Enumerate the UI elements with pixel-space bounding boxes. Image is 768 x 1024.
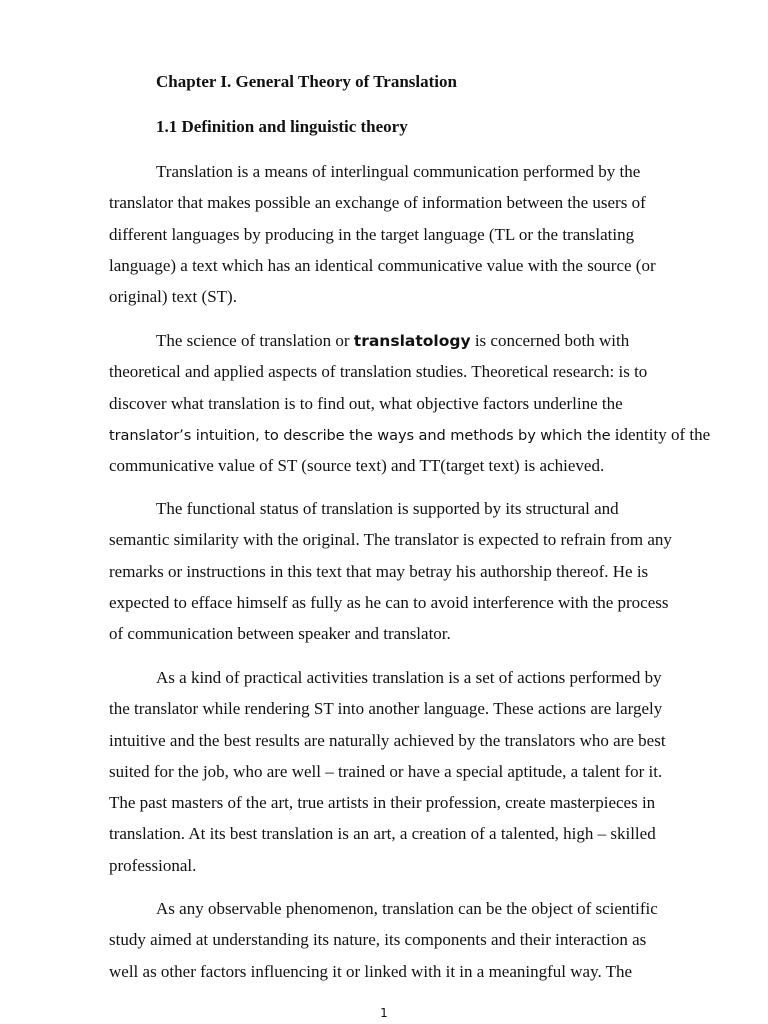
paragraph-text: is concerned both with	[470, 331, 630, 350]
paragraph-line: intuitive and the best results are naturally achieved by the translators who are best	[109, 730, 666, 750]
paragraph-line: translation. At its best translation is an art, a creation of a talented, high – skilled	[109, 824, 656, 844]
paragraph-functional-status	[109, 493, 719, 649]
paragraph-scientific-study	[109, 893, 719, 987]
paragraph-line: Translation is a means of interlingual communication performed by the	[156, 162, 641, 181]
paragraph-line: professional.	[109, 855, 197, 875]
term-translatology: translatology	[353, 332, 471, 350]
paragraph-line: communicative value of ST (source text) and TT(target text) is achieved.	[109, 456, 605, 476]
paragraph-translatology	[109, 325, 719, 481]
paragraph-line: suited for the job, who are well – trained or have a special aptitude, a talent for it.	[109, 761, 663, 781]
paragraph-line	[109, 419, 719, 450]
paragraph-line: The past masters of the art, true artists in their profession, create masterpieces in	[109, 793, 656, 813]
chapter-title: Chapter I. General Theory of Translation	[156, 72, 457, 91]
paragraph-line	[109, 325, 719, 356]
paragraph-line: discover what translation is to find out, what objective factors underline the	[109, 393, 623, 413]
paragraph-line: well as other factors influencing it or linked with it in a meaningful way. The	[109, 961, 633, 981]
paragraph-line: the translator while rendering ST into another language. These actions are largely	[109, 699, 663, 719]
paragraph-line: theoretical and applied aspects of translation studies. Theoretical research: is to	[109, 362, 648, 382]
paragraph-line: The functional status of translation is supported by its structural and	[156, 499, 619, 518]
paragraph-practical-activities	[109, 662, 719, 881]
paragraph-line: of communication between speaker and translator.	[109, 624, 451, 644]
paragraph-text: The science of translation or	[156, 331, 354, 350]
page-number: 1	[380, 1006, 388, 1020]
paragraph-line: expected to efface himself as fully as he can to avoid interference with the process	[109, 592, 669, 612]
paragraph-line: As a kind of practical activities translation is a set of actions performed by	[156, 668, 662, 687]
sans-serif-phrase: translator’s intuition, to describe the ways and methods by which the	[109, 426, 611, 444]
paragraph-line: remarks or instructions in this text that may betray his authorship thereof. He is	[109, 561, 649, 581]
paragraph-line: original) text (ST).	[109, 287, 237, 307]
paragraph-line: language) a text which has an identical communicative value with the source (or	[109, 255, 656, 275]
paragraph-translation-definition	[109, 156, 719, 312]
paragraph-line: different languages by producing in the target language (TL or the translating	[109, 224, 635, 244]
paragraph-text: identity of the	[610, 424, 711, 444]
paragraph-line: translator that makes possible an exchange of information between the users of	[109, 193, 646, 213]
paragraph-line: As any observable phenomenon, translation can be the object of scientific	[156, 899, 658, 918]
section-title: 1.1 Definition and linguistic theory	[156, 117, 408, 136]
paragraph-line: semantic similarity with the original. The translator is expected to refrain from any	[109, 530, 672, 550]
paragraph-line: study aimed at understanding its nature, its components and their interaction as	[109, 930, 647, 950]
